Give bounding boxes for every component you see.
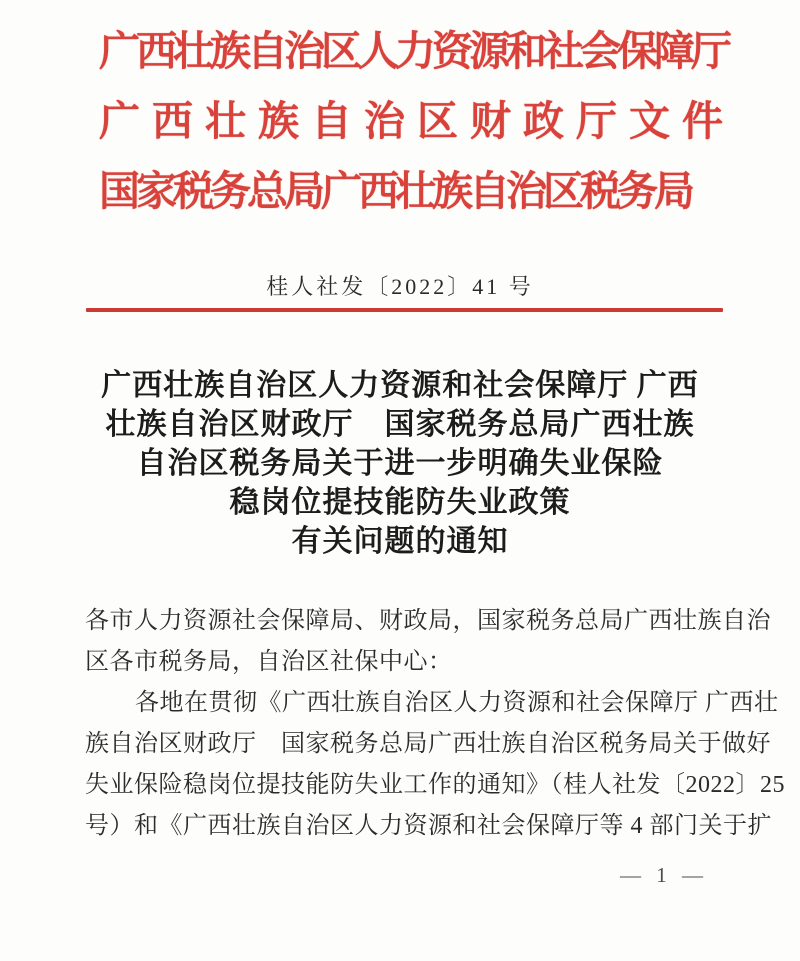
body-line-salutation-2: 区各市税务局，自治区社保中心： bbox=[85, 649, 453, 675]
body-line-paragraph-start: 各地在贯彻《广西壮族自治区人力资源和社会保障厅 广西壮 bbox=[135, 690, 779, 716]
title-line-1: 广西壮族自治区人力资源和社会保障厅 广西 bbox=[101, 369, 699, 402]
document-title bbox=[50, 366, 750, 561]
title-line-2: 壮族自治区财政厅 国家税务总局广西壮族 bbox=[105, 408, 695, 441]
body-line-salutation-1: 各市人力资源社会保障局、财政局，国家税务总局广西壮族自治 bbox=[85, 608, 771, 634]
document-body bbox=[85, 601, 785, 847]
body-line-5: 失业保险稳岗位提技能防失业工作的通知》（桂人社发〔2022〕25 bbox=[85, 772, 785, 798]
letterhead-line-2: 广西壮族自治区财政厅文件 bbox=[99, 97, 735, 144]
title-line-3: 自治区税务局关于进一步明确失业保险 bbox=[136, 447, 664, 480]
letterhead-line-3: 国家税务总局广西壮族自治区税务局 bbox=[99, 167, 691, 214]
document-reference-number: 桂人社发〔2022〕41 号 bbox=[266, 274, 534, 299]
red-divider-line bbox=[86, 308, 723, 312]
title-line-5: 有关问题的通知 bbox=[291, 525, 509, 558]
letterhead-line-1: 广西壮族自治区人力资源和社会保障厅 bbox=[99, 27, 728, 74]
body-line-4: 族自治区财政厅 国家税务总局广西壮族自治区税务局关于做好 bbox=[85, 731, 771, 757]
red-letterhead bbox=[99, 12, 760, 222]
page-number: — 1 — bbox=[620, 863, 708, 887]
title-line-4: 稳岗位提技能防失业政策 bbox=[229, 486, 571, 519]
body-line-6: 号）和《广西壮族自治区人力资源和社会保障厅等 4 部门关于扩 bbox=[85, 813, 772, 839]
